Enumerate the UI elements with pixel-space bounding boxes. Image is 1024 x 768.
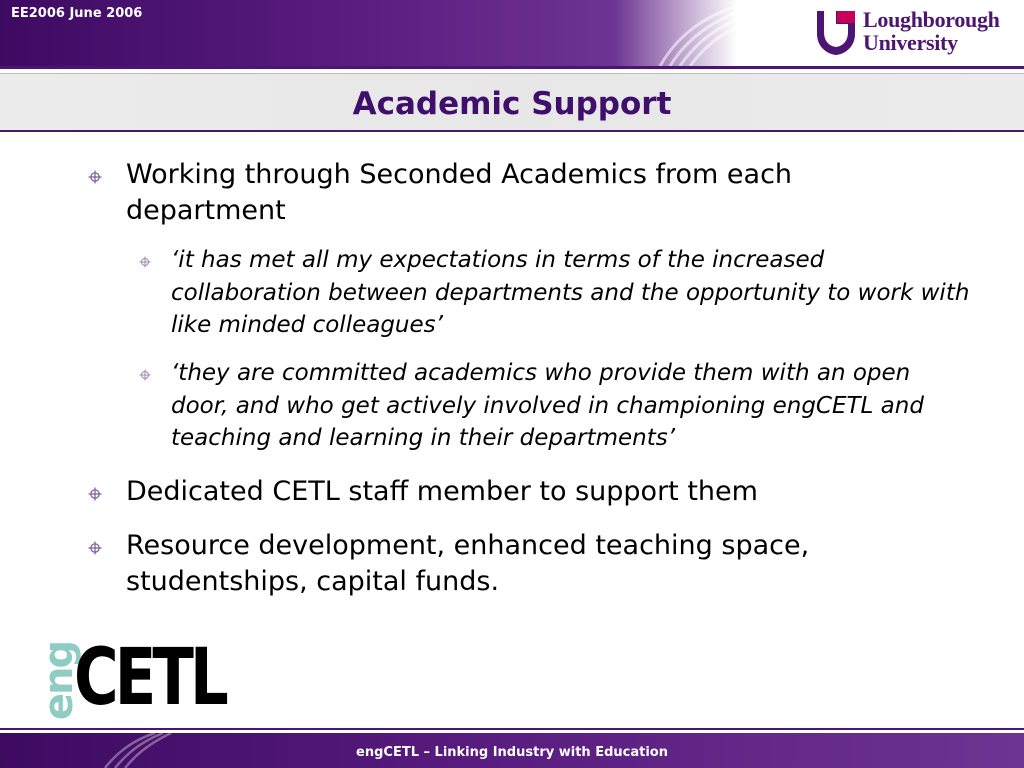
bullet-text: Resource development, enhanced teaching space, studentships, capital funds.	[126, 530, 810, 597]
bullet-text: Dedicated CETL staff member to support them	[126, 476, 758, 507]
title-band	[0, 73, 1024, 132]
crosshair-circle-icon	[88, 541, 102, 555]
crosshair-circle-icon	[88, 170, 102, 184]
crosshair-circle-icon	[139, 256, 151, 268]
engcetl-logo-name: CETL	[74, 633, 225, 723]
crosshair-circle-icon	[88, 487, 102, 501]
swoosh-graphic	[600, 0, 770, 66]
header-banner	[0, 0, 1024, 66]
footer-text: engCETL – Linking Industry with Education	[356, 745, 668, 760]
engcetl-logo-prefix: eng	[36, 641, 82, 721]
university-name	[863, 8, 1000, 54]
university-logo	[816, 8, 1021, 58]
bullet-text: Working through Seconded Academics from each department	[126, 159, 793, 226]
university-name-line2: University	[863, 30, 958, 55]
footer-divider	[0, 728, 1024, 730]
engcetl-logo	[26, 633, 225, 723]
footer-banner	[0, 733, 1024, 768]
university-name-line1: Loughborough	[863, 7, 1000, 32]
crosshair-circle-icon	[139, 369, 151, 381]
header-divider	[0, 66, 1024, 69]
event-label: EE2006 June 2006	[11, 6, 143, 21]
university-shield-icon	[816, 10, 856, 56]
sub-bullet-text: ‘they are committed academics who provide them with an open door, and who get actively involved in championing engCETL and teaching and learning in their departments’	[171, 360, 924, 451]
slide-title: Academic Support	[352, 86, 672, 122]
sub-bullet-text: ‘it has met all my expectations in terms of the increased collaboration between departments and the opportunity to work with like minded colleagues’	[171, 247, 970, 338]
